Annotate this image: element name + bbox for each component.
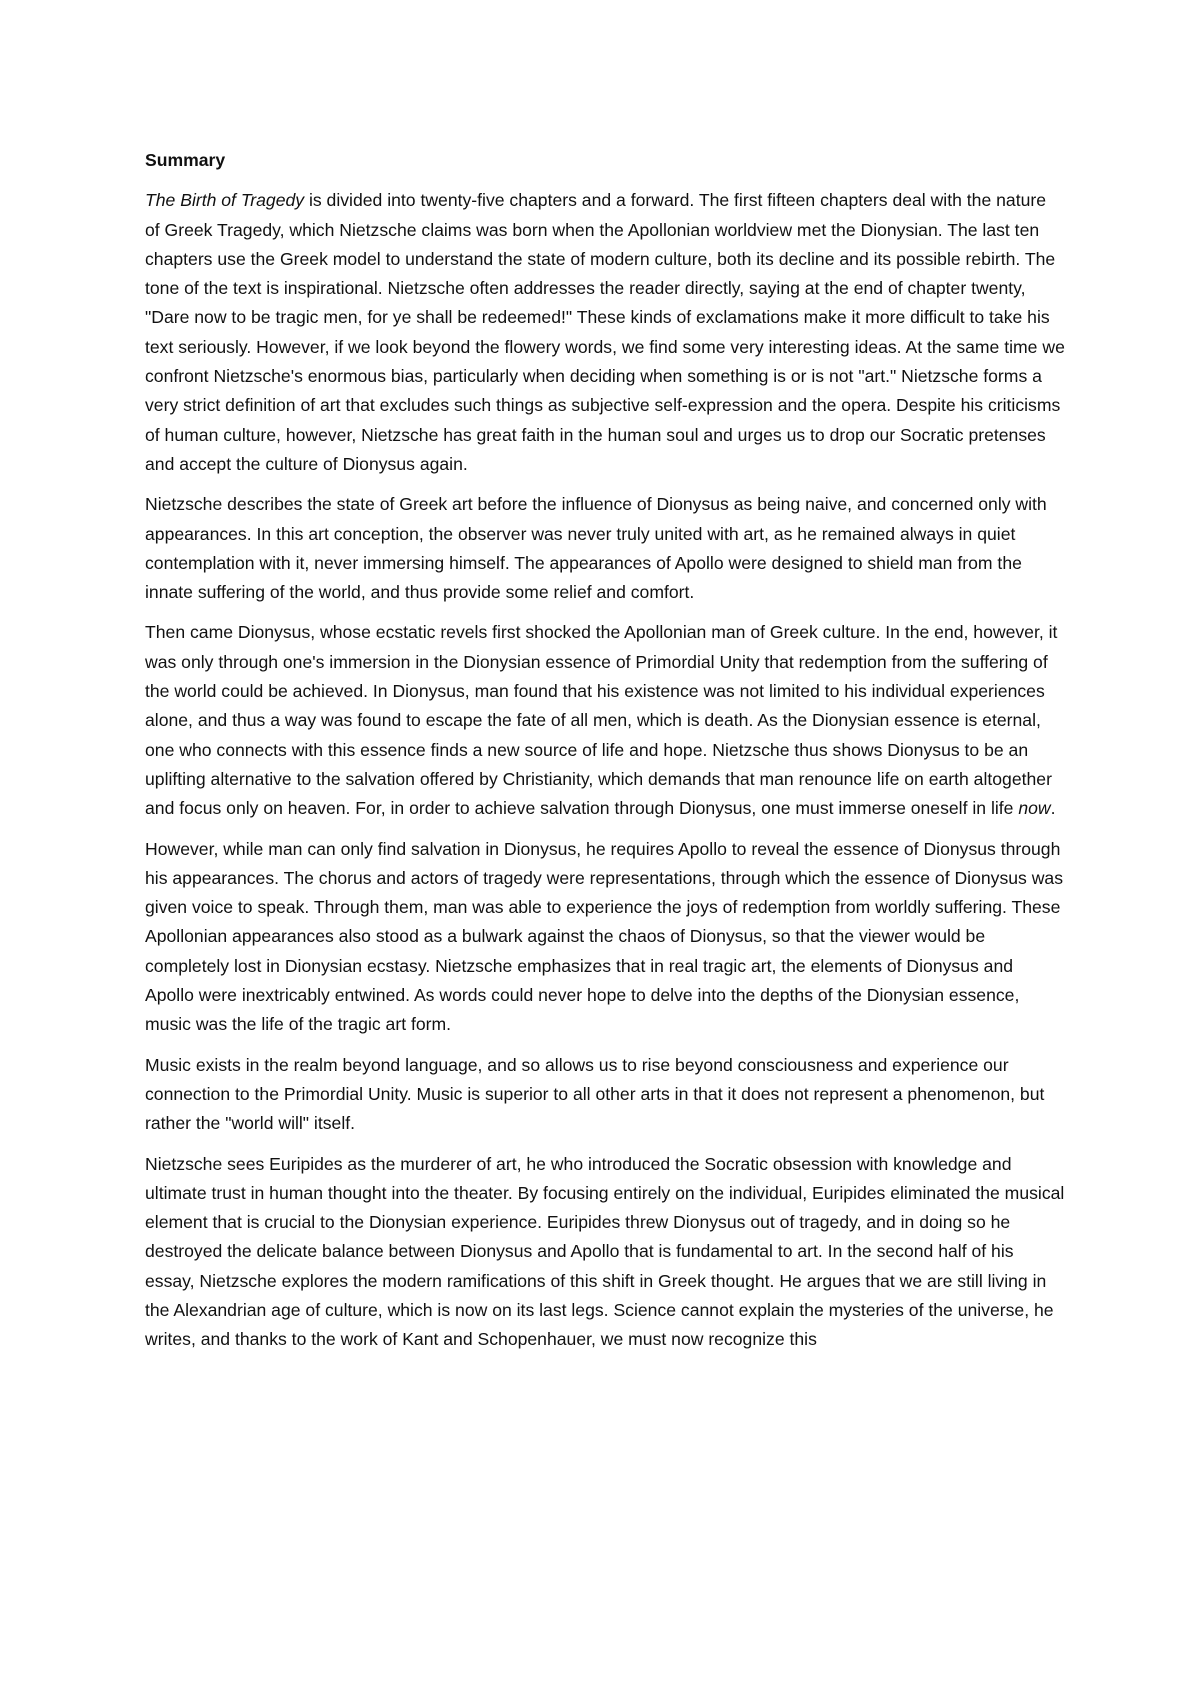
paragraph-music: Music exists in the realm beyond language, and so allows us to rise beyond consciousness and experience our connection to the Primordial Unity. Music is superior to all other arts in that it does not represent a phenomenon, but rather the "world will" itself. <box>145 1054 1045 1134</box>
document-body <box>145 146 1065 1366</box>
paragraph-dionysus-text: Then came Dionysus, whose ecstatic revels first shocked the Apollonian man of Greek culture. In the end, however, it was only through one's immersion in the Dionysian essence of Primordial Unity that redemption from the suffering of the world could be achieved. In Dionysus, man found that his existence was not limited to his individual experiences alone, and thus a way was found to escape the fate of all men, which is death. As the Dionysian essence is eternal, one who connects with this essence finds a new source of life and hope. Nietzsche thus shows Dionysus to be an uplifting alternative to the salvation offered by Christianity, which demands that man renounce life on earth altogether and focus only on heaven. For, in order to achieve salvation through Dionysus, one must immerse oneself in life <box>145 622 1058 819</box>
section-heading: Summary <box>145 150 226 170</box>
book-title: The Birth of Tragedy <box>145 190 305 211</box>
emphasis-now: now <box>1018 798 1051 819</box>
paragraph-dionysus-end: . <box>1050 798 1056 819</box>
paragraph-euripides: Nietzsche sees Euripides as the murderer of art, he who introduced the Socratic obsession with knowledge and ultimate trust in human thought into the theater. By focusing entirely on the individual, Euripides eliminated the musical element that is crucial to the Dionysian experience. Euripides threw Dionysus out of tragedy, and in doing so he destroyed the delicate balance between Dionysus and Apollo that is fundamental to art. In the second half of his essay, Nietzsche explores the modern ramifications of this shift in Greek thought. He argues that we are still living in the Alexandrian age of culture, which is now on its last legs. Science cannot explain the mysteries of the universe, he writes, and thanks to the work of Kant and Schopenhauer, we must now recognize this <box>145 1153 1065 1350</box>
paragraph-greek-art: Nietzsche describes the state of Greek art before the influence of Dionysus as being naive, and concerned only with appearances. In this art conception, the observer was never truly united with art, as he remained always in quiet contemplation with it, never immersing himself. The appearances of Apollo were designed to shield man from the innate suffering of the world, and thus provide some relief and comfort. <box>145 494 1047 603</box>
paragraph-intro <box>145 186 1065 479</box>
paragraph-dionysus <box>145 618 1065 823</box>
paragraph-apollo: However, while man can only find salvation in Dionysus, he requires Apollo to reveal the essence of Dionysus through his appearances. The chorus and actors of tragedy were representations, through which the essence of Dionysus was given voice to speak. Through them, man was able to experience the joys of redemption from worldly suffering. These Apollonian appearances also stood as a bulwark against the chaos of Dionysus, so that the viewer would be completely lost in Dionysian ecstasy. Nietzsche emphasizes that in real tragic art, the elements of Dionysus and Apollo were inextricably entwined. As words could never hope to delve into the depths of the Dionysian essence, music was the life of the tragic art form. <box>145 838 1064 1035</box>
paragraph-intro-text: is divided into twenty-five chapters and a forward. The first fifteen chapters deal with the nature of Greek Tragedy, which Nietzsche claims was born when the Apollonian worldview met the Dionysian. The last ten chapters use the Greek model to understand the state of modern culture, both its decline and its possible rebirth. The tone of the text is inspirational. Nietzsche often addresses the reader directly, saying at the end of chapter twenty, "Dare now to be tragic men, for ye shall be redeemed!" These kinds of exclamations make it more difficult to take his text seriously. However, if we look beyond the flowery words, we find some very interesting ideas. At the same time we confront Nietzsche's enormous bias, particularly when deciding when something is or is not "art." Nietzsche forms a very strict definition of art that excludes such things as subjective self-expression and the opera. Despite his criticisms of human culture, however, Nietzsche has great faith in the human soul and urges us to drop our Socratic pretenses and accept the culture of Dionysus again. <box>145 190 1065 474</box>
